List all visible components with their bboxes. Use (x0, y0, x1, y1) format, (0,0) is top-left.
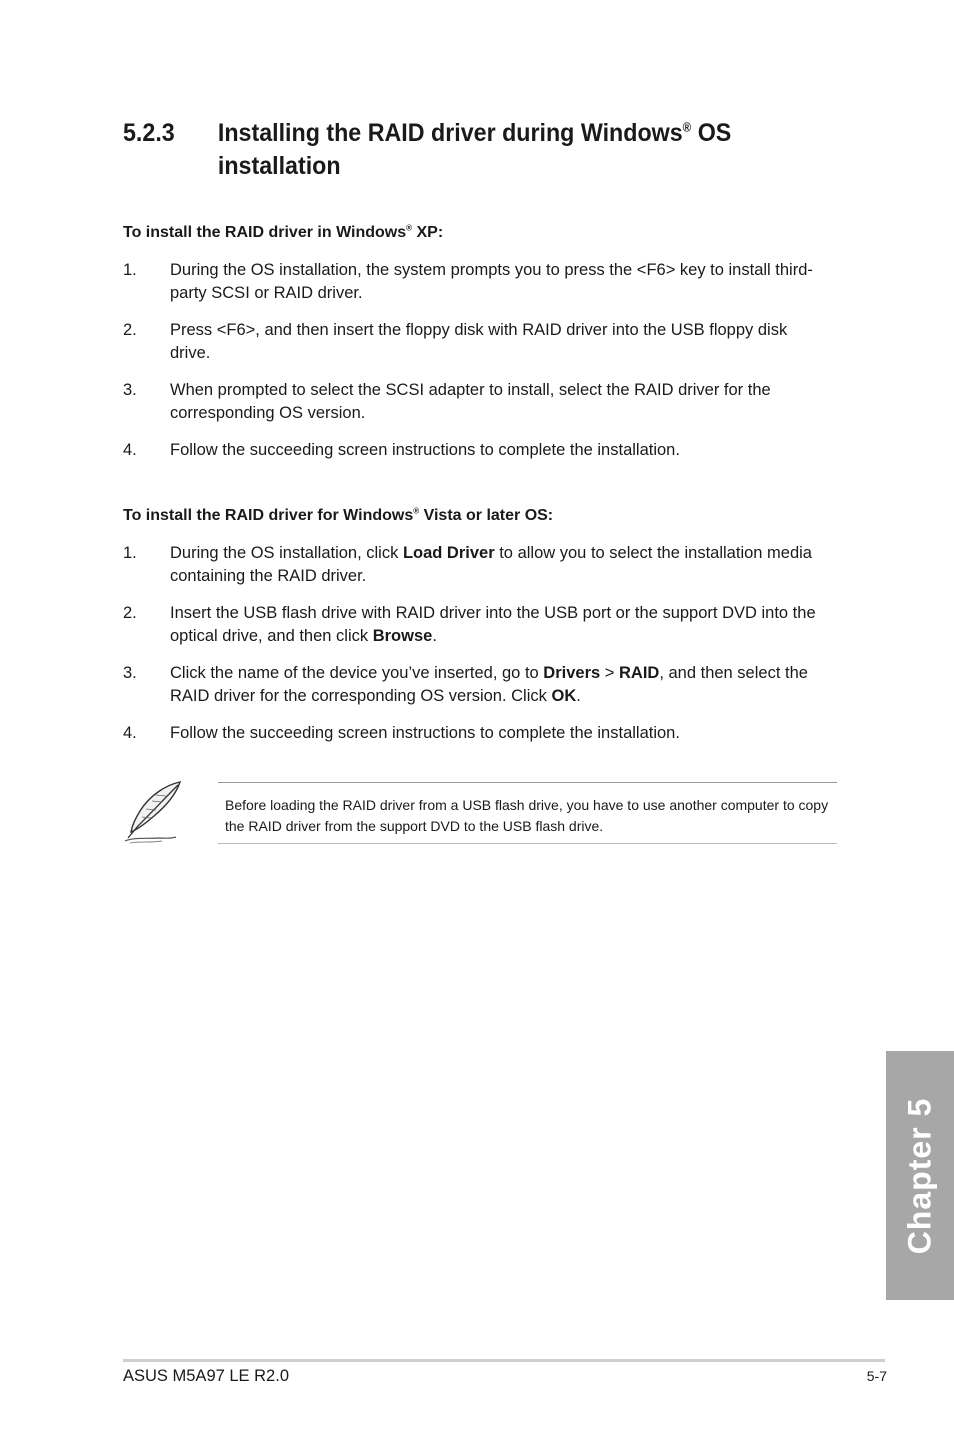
xp-step-4: 4. Follow the succeeding screen instructions to complete the installation. (123, 441, 680, 459)
xp-step-1: 1. During the OS installation, the system prompts you to press the <F6> key to install third-party SCSI or RAID driver. (123, 261, 813, 302)
vista-steps-list (123, 542, 823, 759)
xp-steps-list (123, 259, 823, 476)
footer-page-number: 5-7 (866, 1368, 887, 1384)
note-text: Before loading the RAID driver from a USB flash drive, you have to use another computer to copy the RAID driver from the support DVD to the USB flash drive. (225, 797, 829, 834)
footer-divider (123, 1359, 885, 1362)
footer-product-name: ASUS M5A97 LE R2.0 (123, 1367, 289, 1385)
chapter-tab (886, 1051, 954, 1300)
chapter-tab-label: Chapter 5 (901, 1097, 938, 1254)
feather-pen-icon (122, 779, 186, 845)
vista-step-1: 1. During the OS installation, click Load Driver to allow you to select the installation media containing the RAID driver. (123, 544, 812, 585)
xp-subheading: To install the RAID driver in Windows® XP: (123, 223, 444, 241)
section-title: Installing the RAID driver during Windows® OS installation (217, 119, 732, 180)
note-box (218, 782, 837, 844)
vista-step-2: 2. Insert the USB flash drive with RAID driver into the USB port or the support DVD into the optical drive, and then click Browse. (123, 604, 816, 645)
vista-step-3: 3. Click the name of the device you’ve inserted, go to Drivers > RAID, and then select the RAID driver for the corresponding OS version. Click OK. (123, 664, 808, 705)
xp-step-3: 3. When prompted to select the SCSI adapter to install, select the RAID driver for the corresponding OS version. (123, 381, 771, 422)
xp-step-2: 2. Press <F6>, and then insert the floppy disk with RAID driver into the USB floppy disk drive. (123, 321, 788, 362)
section-heading (123, 117, 793, 183)
vista-subheading: To install the RAID driver for Windows® Vista or later OS: (123, 506, 554, 524)
section-number: 5.2.3 (123, 119, 175, 147)
vista-step-4: 4. Follow the succeeding screen instructions to complete the installation. (123, 724, 680, 742)
